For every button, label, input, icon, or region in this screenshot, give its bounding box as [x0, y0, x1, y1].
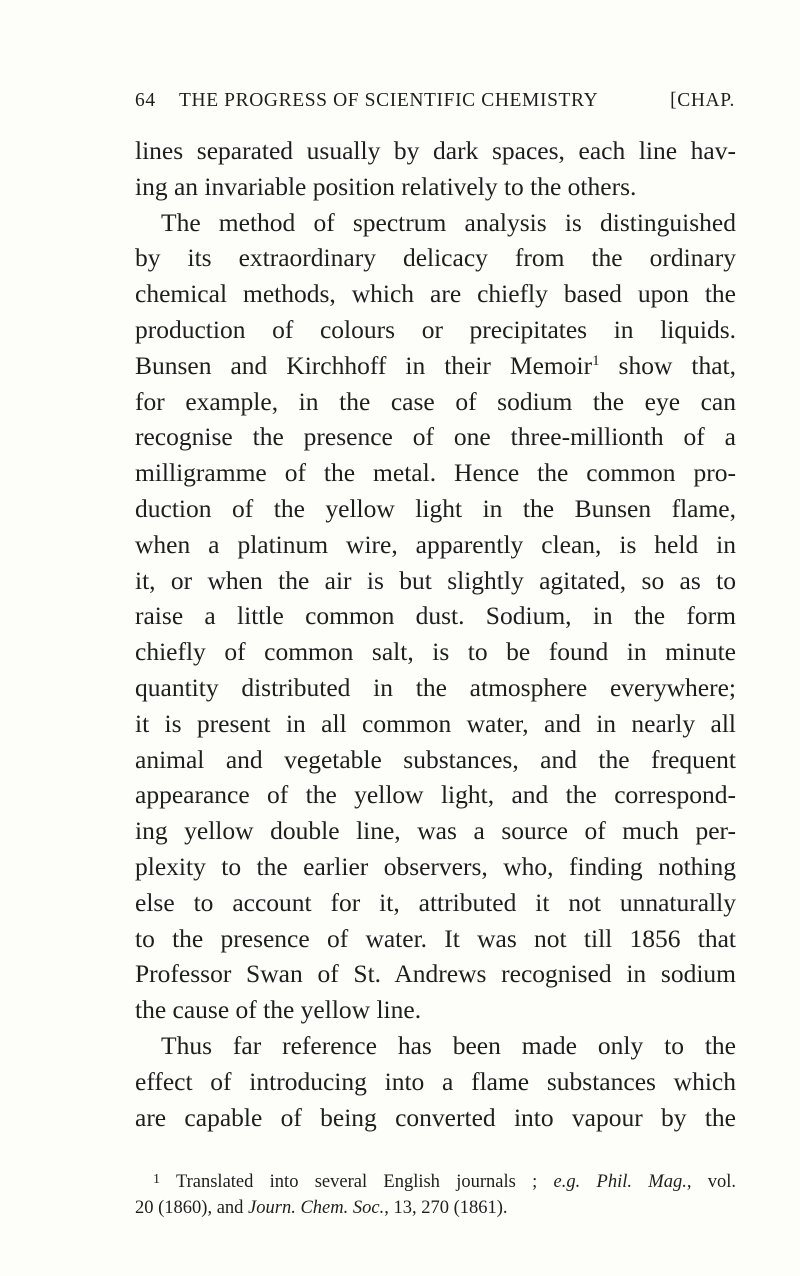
text-line: duction of the yellow light in the Bunsen flame,	[135, 493, 736, 523]
running-title: THE PROGRESS OF SCIENTIFIC CHEMISTRY	[179, 90, 599, 111]
memoir-tail: show that,	[599, 350, 736, 380]
text-line: Professor Swan of St. Andrews recognised in sodium	[135, 959, 736, 989]
body-text	[135, 133, 736, 1135]
text-line: to the presence of water. It was not till 1856 that	[135, 923, 736, 953]
text-line: for example, in the case of sodium the eye can	[135, 386, 736, 416]
text-line: chiefly of common salt, is to be found in minute	[135, 637, 736, 667]
text-line: it, or when the air is but slightly agitated, so as to	[135, 565, 736, 595]
text-line: effect of introducing into a flame substances which	[135, 1066, 736, 1096]
text-line: animal and vegetable substances, and the frequent	[135, 744, 736, 774]
text-line: The method of spectrum analysis is distinguished	[161, 207, 736, 237]
footnote-space	[580, 1172, 596, 1192]
footnote-text: , vol.	[686, 1172, 736, 1192]
footnote-text: 20 (1860), and	[135, 1198, 249, 1218]
footnote-line	[135, 1195, 736, 1221]
text-line: recognise the presence of one three-millionth of a	[135, 422, 736, 452]
footnote-reference: 1	[592, 352, 600, 369]
text-line: appearance of the yellow light, and the correspond-	[135, 780, 736, 810]
text-line: quantity distributed in the atmosphere everywhere;	[135, 672, 736, 702]
page-number: 64	[135, 90, 156, 111]
text-line: Thus far reference has been made only to the	[161, 1030, 736, 1060]
footnote-line	[135, 1169, 736, 1195]
text-line: are capable of being converted into vapour by the	[135, 1102, 736, 1132]
footnote	[135, 1169, 736, 1221]
text-line: plexity to the earlier observers, who, finding nothing	[135, 851, 736, 881]
text-line: ing yellow double line, was a source of much per-	[135, 816, 736, 846]
text-line: else to account for it, attributed it not unnaturally	[135, 887, 736, 917]
footnote-journal-phil-mag: Phil. Mag.	[596, 1172, 687, 1192]
footnote-marker: 1	[153, 1172, 160, 1187]
footnote-text: Translated into several English journals ;	[160, 1172, 554, 1192]
text-line: by its extraordinary delicacy from the ordinary	[135, 243, 736, 273]
text-line: raise a little common dust. Sodium, in the form	[135, 601, 736, 631]
text-line: chemical methods, which are chiefly based upon the	[135, 279, 736, 309]
text-line: when a platinum wire, apparently clean, is held in	[135, 529, 736, 559]
footnote-text: , 13, 270 (1861).	[384, 1198, 508, 1218]
text-line: lines separated usually by dark spaces, each line hav-	[135, 136, 736, 165]
text-line: it is present in all common water, and in nearly all	[135, 708, 736, 738]
text-line: production of colours or precipitates in liquids.	[135, 314, 736, 344]
text-line: the cause of the yellow line.	[135, 995, 422, 1025]
footnote-journal-chem-soc: Journ. Chem. Soc.	[248, 1198, 385, 1218]
text-line: ing an invariable position relatively to the others.	[135, 171, 637, 201]
text-line-memoir	[135, 348, 736, 384]
running-head	[135, 90, 735, 114]
footnote-eg: e.g.	[553, 1172, 581, 1192]
text-line: milligramme of the metal. Hence the common pro-	[135, 458, 736, 488]
memoir-text: Bunsen and Kirchhoff in their Memoir	[135, 350, 593, 380]
chapter-mark: [CHAP.	[670, 90, 735, 111]
